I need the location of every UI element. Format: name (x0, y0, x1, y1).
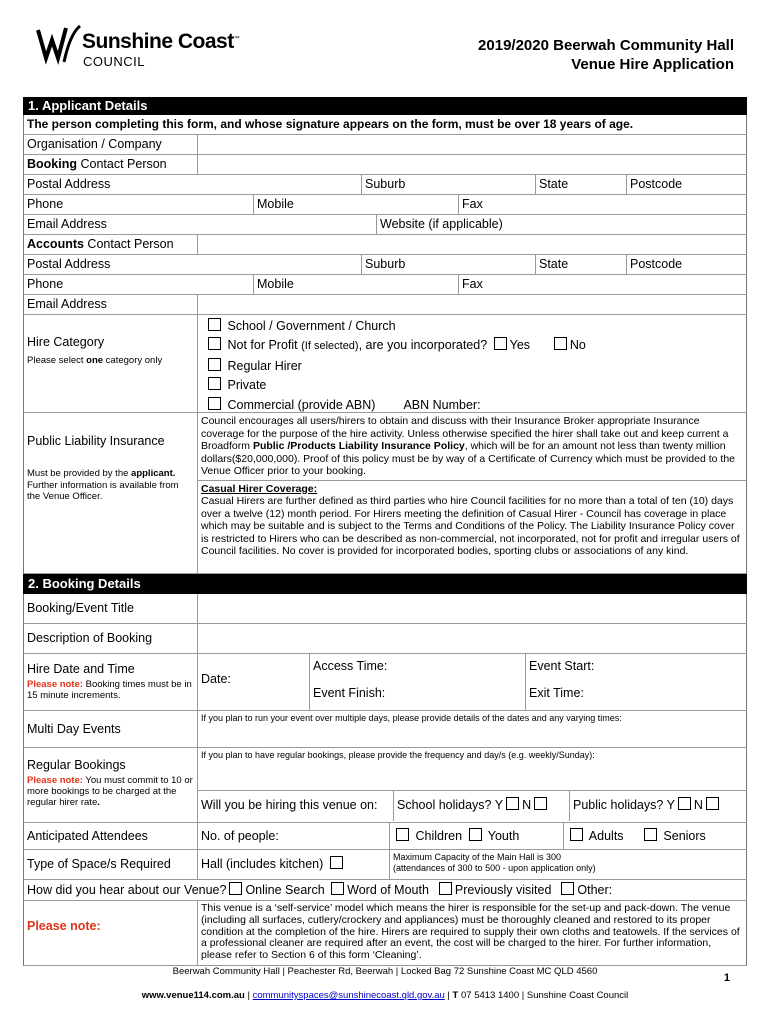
checkbox[interactable] (208, 397, 221, 410)
phone-field[interactable]: Phone (24, 195, 254, 214)
age-groups-1: Children Youth (390, 823, 564, 849)
checkbox[interactable] (330, 856, 343, 869)
casual-title: Casual Hirer Coverage: (201, 482, 318, 495)
website-field[interactable]: Website (if applicable) (380, 217, 503, 231)
please-note-label: Please note: (24, 901, 198, 965)
org-label: Organisation / Company (24, 135, 198, 154)
cat-private: Private (205, 376, 743, 395)
section2-header: 2. Booking Details (23, 574, 747, 594)
age-note: The person completing this form, and whose signature appears on the form, must be over 18 years of age. (27, 117, 634, 131)
accounts-phone-field[interactable]: Phone (24, 275, 254, 294)
hire-category-options (198, 315, 746, 412)
access-time-field[interactable]: Access Time: (313, 659, 388, 673)
website-link[interactable]: www.venue114.com.au (141, 990, 245, 1001)
checkbox[interactable] (644, 828, 657, 841)
age-groups-2: Adults Seniors (564, 823, 746, 849)
checkbox[interactable] (678, 797, 691, 810)
state-field[interactable]: State (536, 175, 627, 194)
checkbox[interactable] (494, 337, 507, 350)
section1-header: 1. Applicant Details (23, 97, 747, 115)
event-title-label: Booking/Event Title (24, 594, 198, 623)
checkbox[interactable] (331, 882, 344, 895)
cat-commercial: Commercial (provide ABN) ABN Number: (205, 396, 743, 415)
date-field[interactable]: Date: (198, 654, 310, 710)
regular-field[interactable]: If you plan to have regular bookings, please provide the frequency and day/s (e.g. weekly/Sunday): (198, 748, 746, 791)
cat-nfp: Not for Profit (If selected), are you incorporated? Yes No (205, 336, 743, 356)
accounts-mobile-field[interactable]: Mobile (254, 275, 459, 294)
attendees-label: Anticipated Attendees (24, 823, 198, 849)
logo-name: Sunshine Coast™ (82, 30, 240, 53)
accounts-email-label: Email Address (24, 295, 198, 314)
people-field[interactable]: No. of people: (198, 823, 390, 849)
hall-option: Hall (includes kitchen) (198, 850, 390, 879)
accounts-postcode-field[interactable]: Postcode (630, 257, 683, 271)
please-note-text: This venue is a ‘self-service’ model which means the hirer is responsible for the set-up and pack-down. The venue (including all surfaces, cutlery/crockery and appliances) must be thoroughly cleaned and restored to its proper condition at the completion of the hire. Hirers are required to supply their own cloths and teatowels. If the services of a professional cleaner are required after an event, the cost will be charged to the hirer. For further information, please refer to Section 6 of this form ‘Cleaning’. (201, 902, 740, 962)
logo-council: COUNCIL (83, 54, 146, 69)
email-field[interactable]: Email Address (24, 215, 377, 234)
regular-note: Please note: You must commit to 10 or more bookings to be charged at the regular hirer rate. (27, 775, 193, 808)
checkbox[interactable] (208, 377, 221, 390)
checkbox[interactable] (208, 358, 221, 371)
postcode-field[interactable]: Postcode (630, 177, 683, 191)
accounts-fax-field[interactable]: Fax (462, 277, 483, 291)
checkbox[interactable] (554, 337, 567, 350)
hire-date-note: Please note: Booking times must be in 15 minute increments. (27, 679, 192, 701)
pl-label: Public Liability Insurance Must be provided by the applicant. Further information is available from the Venue Officer. (24, 413, 198, 573)
hire-date-label: Hire Date and Time Please note: Booking times must be in 15 minute increments. (24, 654, 198, 710)
checkbox[interactable] (561, 882, 574, 895)
checkbox[interactable] (570, 828, 583, 841)
space-label: Type of Space/s Required (24, 850, 198, 879)
checkbox[interactable] (439, 882, 452, 895)
footer-address: Beerwah Community Hall | Peachester Rd, Beerwah | Locked Bag 72 Sunshine Coast MC QLD 4560 (172, 966, 598, 977)
hire-category-note: Please select one category only (27, 355, 163, 366)
suburb-field[interactable]: Suburb (362, 175, 536, 194)
booking-contact-label: Booking Contact Person (24, 155, 198, 174)
cat-regular: Regular Hirer (205, 357, 743, 376)
exit-time-field[interactable]: Exit Time: (529, 686, 584, 700)
hear-about-row: How did you hear about our Venue? Online Search Word of Mouth Previously visited Other: (27, 883, 613, 897)
fax-field[interactable]: Fax (462, 197, 483, 211)
checkbox[interactable] (208, 318, 221, 331)
checkbox[interactable] (706, 797, 719, 810)
org-field[interactable] (198, 135, 746, 154)
email-link[interactable]: communityspaces@sunshinecoast.qld.gov.au (252, 990, 445, 1001)
accounts-email-field[interactable] (198, 295, 746, 314)
accounts-contact-label: Accounts Contact Person (24, 235, 198, 254)
multi-day-label: Multi Day Events (24, 711, 198, 747)
multi-day-field[interactable]: If you plan to run your event over multiple days, please provide details of the dates and any varying times: (201, 713, 622, 723)
capacity-note: Maximum Capacity of the Main Hall is 300 (attendances of 300 to 500 - upon application only) (393, 852, 596, 873)
page-number: 1 (723, 972, 730, 984)
event-start-field[interactable]: Event Start: (529, 659, 595, 673)
cat-school: School / Government / Church (205, 317, 743, 336)
pl-note: Must be provided by the applicant. Further information is available from the Venue Officer. (27, 468, 179, 502)
booking-contact-field[interactable] (198, 155, 746, 174)
mobile-field[interactable]: Mobile (254, 195, 459, 214)
application-form (23, 97, 747, 966)
accounts-contact-field[interactable] (198, 235, 746, 254)
event-title-field[interactable] (198, 594, 746, 623)
hire-category-label: Hire Category Please select one category only (24, 315, 198, 412)
description-field[interactable] (198, 624, 746, 653)
checkbox[interactable] (229, 882, 242, 895)
page-title: 2019/2020 Beerwah Community Hall Venue Hire Application (478, 37, 734, 73)
checkbox[interactable] (506, 797, 519, 810)
postal-field[interactable]: Postal Address (24, 175, 362, 194)
pl-text: Council encourages all users/hirers to obtain and discuss with their Insurance Broker appropriate Insurance coverage for the purpose of the hire activity. Unless otherwise specified the hirer shall take out and keep current a Broadform Public /Products Liability Insurance Policy, which will be for an amount not less than twenty million dollars($20,000,000). Proof of this policy must be by way of a Certificate of Currency which must be provided to the Venue Officer prior to your booking. Casual Hirer Coverage: Casual Hirers are further defined as third parties who hire Council facilities for no more than a total of ten (10) days over a twelve (12) month period. For Hirers meeting the definition of Casual Hirer - Council has coverage in place which may be suitable and is subject to the Terms and Conditions of the Policy. The Liability Insurance Policy cover is restricted to Hirers who can be described as non-commercial, not incorporated, not for profit and irregular users of Council facilities. No cover is provided for incorporated bodies, sporting clubs or associations of any kind. (198, 413, 746, 573)
casual-text: Casual Hirers are further defined as third parties who hire Council facilities for no more than a total of ten (10) days over a twelve (12) month period. For Hirers meeting the definition of Casual Hirer - Council has coverage in place which may be suitable and is subject to the Terms and Conditions of the Policy. The Liability Insurance Policy cover is restricted to Hirers who can be described as non-commercial, not incorporated, not for profit and irregular users of Council facilities. No cover is provided for incorporated bodies, sporting clubs or associations of any kind. (201, 495, 740, 557)
accounts-postal-field[interactable]: Postal Address (24, 255, 362, 274)
school-holidays: School holidays? Y N (394, 791, 570, 821)
accounts-suburb-field[interactable]: Suburb (362, 255, 536, 274)
checkbox[interactable] (469, 828, 482, 841)
public-holidays: Public holidays? Y N (570, 791, 746, 821)
checkbox[interactable] (534, 797, 547, 810)
description-label: Description of Booking (24, 624, 198, 653)
checkbox[interactable] (208, 337, 221, 350)
will-hire-label: Will you be hiring this venue on: (198, 791, 394, 821)
accounts-state-field[interactable]: State (536, 255, 627, 274)
regular-label: Regular Bookings Please note: You must commit to 10 or more bookings to be charged at the regular hirer rate. (24, 748, 198, 822)
checkbox[interactable] (396, 828, 409, 841)
event-finish-field[interactable]: Event Finish: (313, 686, 386, 700)
footer-contacts: www.venue114.com.au | communityspaces@sunshinecoast.qld.gov.au | T 07 5413 1400 | Sunshine Coast Council (141, 990, 629, 1001)
